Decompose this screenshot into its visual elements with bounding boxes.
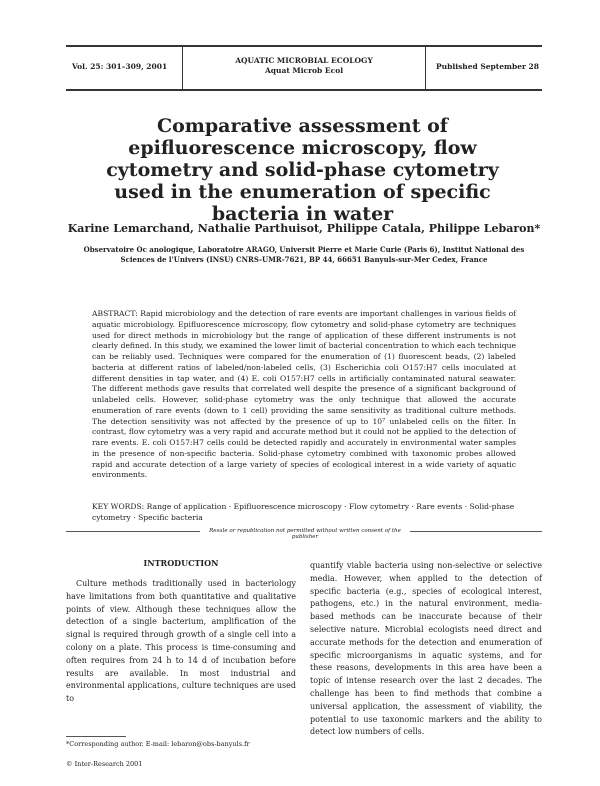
paper-title: Comparative assessment of epifluorescence microscopy, flow cytometry and solid-phase cytometry used in the enumeration of specific bacteria in water	[106, 115, 499, 225]
volume-info: Vol. 25: 301–309, 2001	[72, 62, 168, 71]
publication-date: Published September 28	[436, 62, 539, 71]
republication-notice: Resale or republication not permitted without written consent of the publisher	[200, 528, 410, 540]
affiliation: Observatoire Oc anologique, Laboratoire ARAGO, Universit Pierre et Marie Curie (Paris 6), Institut National des Sciences de l'Univers (INSU) CNRS-UMR-7621, BP 44, 66651 Banyuls-sur-Mer Cedex, France	[83, 245, 525, 264]
header-divider	[425, 45, 426, 90]
abstract: ABSTRACT: Rapid microbiology and the detection of rare events are important challenges in various fields of aquatic microbiology. Epifluorescence microscopy, flow cytometry and solid-phase cytometry are techniques used for direct methods in microbiology but the range of application of these different instruments is not clearly defined. In this study, we examined the lower limit of bacterial concentration to which each technique can be reliably used. Techniques were compared for the enumeration of (1) fluorescent beads, (2) labeled bacteria at different ratios of labeled/non-labeled cells, (3) Escherichia coli O157:H7 cells inoculated at different densities in tap water, and (4) E. coli O157:H7 cells in artificially contaminated natural seawater. The different methods gave results that correlated well despite the presence of a significant background of unlabeled cells. However, solid-phase cytometry was the only technique that allowed the accurate enumeration of rare events (down to 1 cell) providing the same sensitivity as traditional culture methods. The detection sensitivity was not affected by the presence of up to 10⁷ unlabeled cells on the filter. In contrast, flow cytometry was a very rapid and accurate method but it could not be applied to the detection of rare events. E. coli O157:H7 cells could be detected rapidly and accurately in environmental water samples in the presence of non-specific bacteria. Solid-phase cytometry combined with taxonomic probes allowed rapid and accurate detection of a large variety of species of ecological interest in a wide variety of aquatic environments.	[92, 309, 516, 480]
footnote-rule	[66, 736, 126, 737]
intro-right-column: quantify viable bacteria using non-selective or selective media. However, when applied to the detection of specific bacteria (e.g., species of ecological interest, pathogens, etc.) in the natural environment, media-based methods can be inaccurate because of their selective nature. Microbial ecologists need direct and accurate methods for the detection and enumeration of specific microorganisms in aquatic systems, and for these reasons, developments in this area have been a topic of intense research over the last 2 decades. The challenge has been to find methods that combine a universal application, the assessment of viability, the potential to use taxonomic markers and the ability to detect low numbers of cells.	[310, 561, 542, 737]
journal-name	[185, 56, 423, 76]
journal-abbrev: Aquat Microb Ecol	[264, 66, 344, 75]
author-list: Karine Lemarchand, Nathalie Parthuisot, Philippe Catala, Philippe Lebaron*	[67, 222, 541, 235]
corresponding-author-footnote: *Corresponding author. E-mail: lebaron@obs-banyuls.fr	[66, 740, 250, 748]
keywords: KEY WORDS: Range of application · Epifluorescence microscopy · Flow cytometry · Rare events · Solid-phase cytometry · Specific bacteria	[92, 502, 515, 522]
journal-title: AQUATIC MICROBIAL ECOLOGY	[235, 56, 373, 65]
intro-left-column	[66, 578, 296, 706]
copyright: © Inter-Research 2001	[66, 760, 143, 768]
header-divider	[182, 45, 183, 90]
intro-paragraph: Culture methods traditionally used in bacteriology have limitations from both quantitative and qualitative points of view. Although these techniques allow the detection of a single bacterium, amplification of the signal is required through growth of a single cell into a colony on a plate. This process is time-consuming and often requires from 24 h to 14 d of incubation before results are available. In most industrial and environmental applications, culture techniques are used to	[66, 579, 296, 704]
section-heading: INTRODUCTION	[143, 558, 219, 568]
